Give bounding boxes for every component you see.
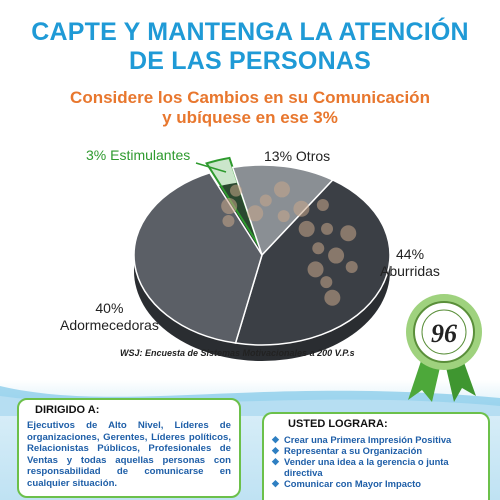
audience-figure [320,276,332,288]
list-item: ◆ Vender una idea a la gerencia o junta directiva [272,456,449,478]
medal-seal [392,292,492,402]
main-title-line2: DE LAS PERSONAS [129,47,371,75]
audience-figure [247,205,263,221]
label-adormecedoras-name: Adormecedoras [60,317,159,333]
list-item: ◆ Representar a su Organización [272,445,423,456]
bullet-icon: ◆ [272,478,279,488]
audience-figure [346,261,358,273]
audience-figure [299,221,315,237]
label-adormecedoras-value: 40% [95,300,124,316]
list-item: ◆ Crear una Primera Impresión Positiva [272,434,452,445]
audience-figure [312,242,324,254]
main-title-line1: CAPTE Y MANTENGA LA ATENCIÓN [31,18,469,46]
lograra-heading: USTED LOGRARA: [288,418,388,430]
source-note: WSJ: Encuesta de Sistemas Motivacionales a 200 V.P.s [120,348,355,358]
label-aburridas-value: 44% [396,246,425,262]
audience-figure [222,215,234,227]
audience-figure [221,198,237,214]
audience-figure [321,223,333,235]
dirigido-body: Ejecutivos de Alto Nivel, Líderes de organizaciones, Gerentes, Líderes políticos, Relacionistas Públicos, Profesionales de Ventas y todas aquellas personas con responsabilidad de comunicarse en cualquier situación. [27,420,231,489]
medal-number: 96 [431,319,457,348]
label-adormecedoras [60,300,159,334]
audience-figure [340,225,356,241]
audience-figure [230,185,242,197]
audience-figure [278,210,290,222]
subtitle-line2: y ubíquese en ese 3% [162,108,338,127]
bullet-icon: ◆ [272,434,279,444]
label-otros: 13% Otros [264,148,331,164]
audience-figure [317,199,329,211]
list-item: ◆ Comunicar con Mayor Impacto [272,478,422,489]
label-aburridas-name: Aburridas [380,263,440,279]
dirigido-heading: DIRIGIDO A: [35,404,100,416]
label-estimulantes: 3% Estimulantes [86,147,191,163]
audience-figure [260,194,272,206]
lograra-list [272,434,480,489]
lograra-box [262,412,490,500]
label-aburridas [380,246,440,280]
audience-figure [274,181,290,197]
audience-figure [324,290,340,306]
bullet-icon: ◆ [272,445,279,455]
subtitle-line1: Considere los Cambios en su Comunicación [70,88,430,107]
dirigido-box [17,398,241,498]
audience-figure [328,248,344,264]
bullet-icon: ◆ [272,456,279,466]
audience-figure [293,201,309,217]
audience-figure [308,261,324,277]
